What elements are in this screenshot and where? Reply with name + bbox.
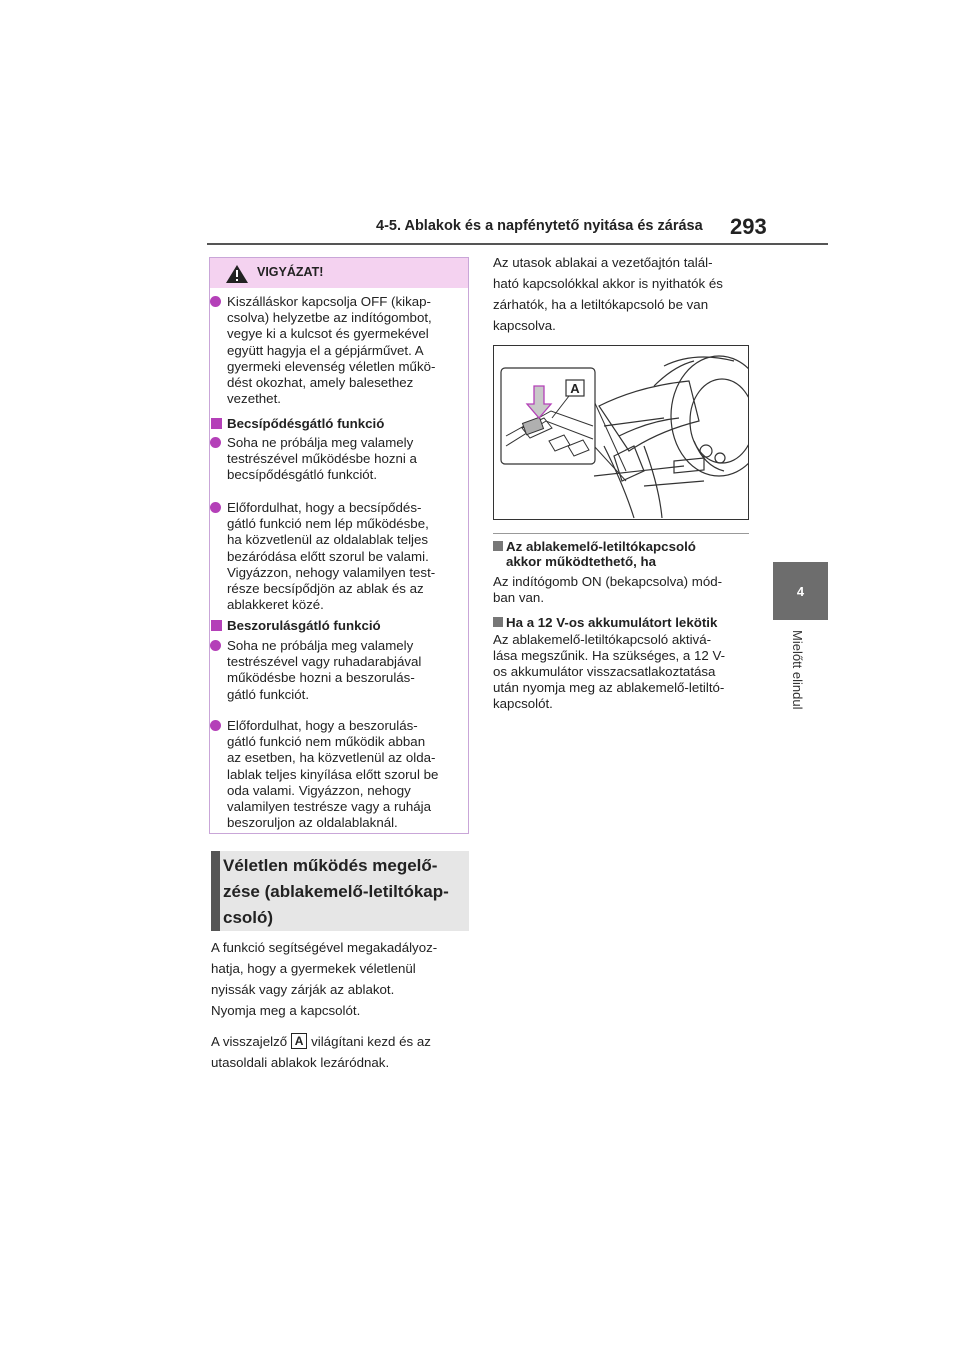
heading-line: Véletlen működés megelő- — [223, 856, 438, 875]
door-panel-drawing — [494, 346, 748, 519]
bullet-dot-icon — [210, 296, 221, 307]
line: kapcsolva. — [493, 318, 556, 333]
chapter-number: 4 — [796, 583, 805, 599]
square-bullet-icon — [493, 541, 503, 551]
caution-subheading-trap — [227, 618, 381, 634]
right-heading-1 — [506, 539, 696, 569]
line: gátló funkciót. — [227, 686, 310, 702]
line: beszoruljon az oldalablaknál. — [227, 815, 398, 831]
line: vegye ki a kulcsot és gyermekével — [227, 326, 429, 342]
line: kapcsolót. — [493, 696, 553, 711]
line: együtt hagyja el a gépjárművet. A — [227, 342, 424, 358]
line: csolva) helyzetbe az indítógombot, — [227, 310, 432, 326]
chapter-label-wrap — [780, 630, 820, 730]
line: Soha ne próbálja meg valamely — [227, 435, 414, 450]
caution-bullet-1 — [227, 294, 435, 407]
heading-line: csoló) — [223, 908, 274, 927]
line: gátló funkció nem működik abban — [227, 734, 426, 750]
line — [211, 1031, 431, 1052]
figure-callout-a: A — [570, 381, 580, 396]
line: valamilyen testrésze vagy a ruhája — [227, 799, 431, 815]
chapter-tab — [773, 562, 828, 620]
caution-title: VIGYÁZAT! — [257, 265, 324, 279]
line: nyissák vagy zárják az ablakot. — [211, 982, 395, 997]
square-bullet-icon — [493, 617, 503, 627]
caution-header — [210, 258, 468, 288]
lock-switch-illustration — [493, 345, 749, 520]
line: akkor működtethető, ha — [506, 554, 656, 569]
section-paragraph-2: Nyomja meg a kapcsolót. — [211, 1003, 361, 1018]
callout-a-badge: A — [291, 1033, 307, 1049]
line: testrészével vagy ruhadarabjával — [227, 654, 422, 670]
caution-bullet-2 — [227, 435, 417, 484]
line: hatja, hogy a gyermekek véletlenül — [211, 961, 416, 976]
chapter-label: Mielőtt elindul — [790, 630, 805, 710]
line: ható kapcsolókkal akkor is nyithatók és — [493, 276, 723, 291]
bullet-dot-icon — [210, 720, 221, 731]
right-heading-2 — [506, 615, 717, 630]
line: bezáródása előtt szorul be valami. — [227, 548, 429, 564]
header-divider — [207, 243, 828, 245]
heading-bar — [211, 851, 220, 931]
right-intro-paragraph — [493, 252, 723, 336]
section-paragraph-1 — [211, 937, 437, 1000]
square-bullet-icon — [211, 418, 222, 429]
subheading-text: Beszorulásgátló funkció — [227, 618, 381, 633]
page-number: 293 — [730, 214, 767, 239]
line: dést okozhat, amely balesethez — [227, 375, 414, 391]
line: az esetben, ha közvetlenül az olda- — [227, 750, 436, 766]
section-heading-box — [211, 851, 469, 931]
bullet-dot-icon — [210, 502, 221, 513]
caution-bullet-4 — [227, 638, 421, 703]
warning-icon — [225, 264, 249, 284]
section-title: 4-5. Ablakok és a napfénytető nyitása és zárása — [376, 218, 703, 234]
right-divider — [493, 533, 749, 534]
line: Az indítógomb ON (bekapcsolva) mód- — [493, 574, 723, 589]
line: gyermeki elevenség véletlen műkö- — [227, 358, 436, 374]
text: világítani kezd és az — [311, 1034, 431, 1049]
caution-bullet-5 — [227, 718, 438, 831]
line: oda valami. Vigyázzon, nehogy — [227, 782, 411, 798]
line: Előfordulhat, hogy a beszorulás- — [227, 718, 418, 733]
line: os akkumulátor visszacsatlakoztatása — [493, 664, 716, 679]
line: működésbe hozni a beszorulás- — [227, 670, 415, 686]
line: ablakkeret közé. — [227, 597, 324, 613]
subheading-text: Becsípődésgátló funkció — [227, 416, 385, 431]
bullet-dot-icon — [210, 640, 221, 651]
line: ha közvetlenül az oldalablak teljes — [227, 532, 429, 548]
caution-box — [209, 257, 469, 834]
line: gátló funkció nem lép működésbe, — [227, 516, 429, 532]
line: testrészével működésbe hozni a — [227, 451, 417, 467]
line: A funkció segítségével megakadályoz- — [211, 940, 438, 955]
right-text-2 — [493, 632, 725, 712]
line: része becsípődjön az ablak és az — [227, 581, 424, 597]
line: vezethet. — [227, 391, 281, 407]
caution-bullet-3 — [227, 500, 435, 613]
bullet-dot-icon — [210, 437, 221, 448]
line: lása megszűnik. Ha szükséges, a 12 V- — [493, 648, 726, 663]
right-text-1 — [493, 574, 722, 606]
line: Az ablakemelő-letiltókapcsoló — [506, 539, 696, 554]
line: Kiszálláskor kapcsolja OFF (kikap- — [227, 294, 431, 309]
square-bullet-icon — [211, 620, 222, 631]
line: Az ablakemelő-letiltókapcsoló aktivá- — [493, 632, 712, 647]
line: Az utasok ablakai a vezetőajtón talál- — [493, 255, 713, 270]
line: utasoldali ablakok lezáródnak. — [211, 1055, 390, 1070]
line: után nyomja meg az ablakemelő-letiltó- — [493, 680, 725, 695]
heading-line: zése (ablakemelő-letiltókap- — [223, 882, 449, 901]
section-paragraph-3 — [211, 1031, 431, 1073]
line: zárhatók, ha a letiltókapcsoló be van — [493, 297, 709, 312]
line: lablak teljes kinyílása előtt szorul be — [227, 766, 439, 782]
line: becsípődésgátló funkciót. — [227, 467, 378, 483]
line: Soha ne próbálja meg valamely — [227, 638, 414, 653]
line: Vigyázzon, nehogy valamilyen test- — [227, 564, 436, 580]
line: ban van. — [493, 590, 545, 605]
text: A visszajelző — [211, 1034, 288, 1049]
caution-subheading-pinch — [227, 416, 384, 432]
line: Előfordulhat, hogy a becsípődés- — [227, 500, 422, 515]
section-heading — [223, 853, 463, 931]
line: Ha a 12 V-os akkumulátort lekötik — [506, 615, 718, 630]
